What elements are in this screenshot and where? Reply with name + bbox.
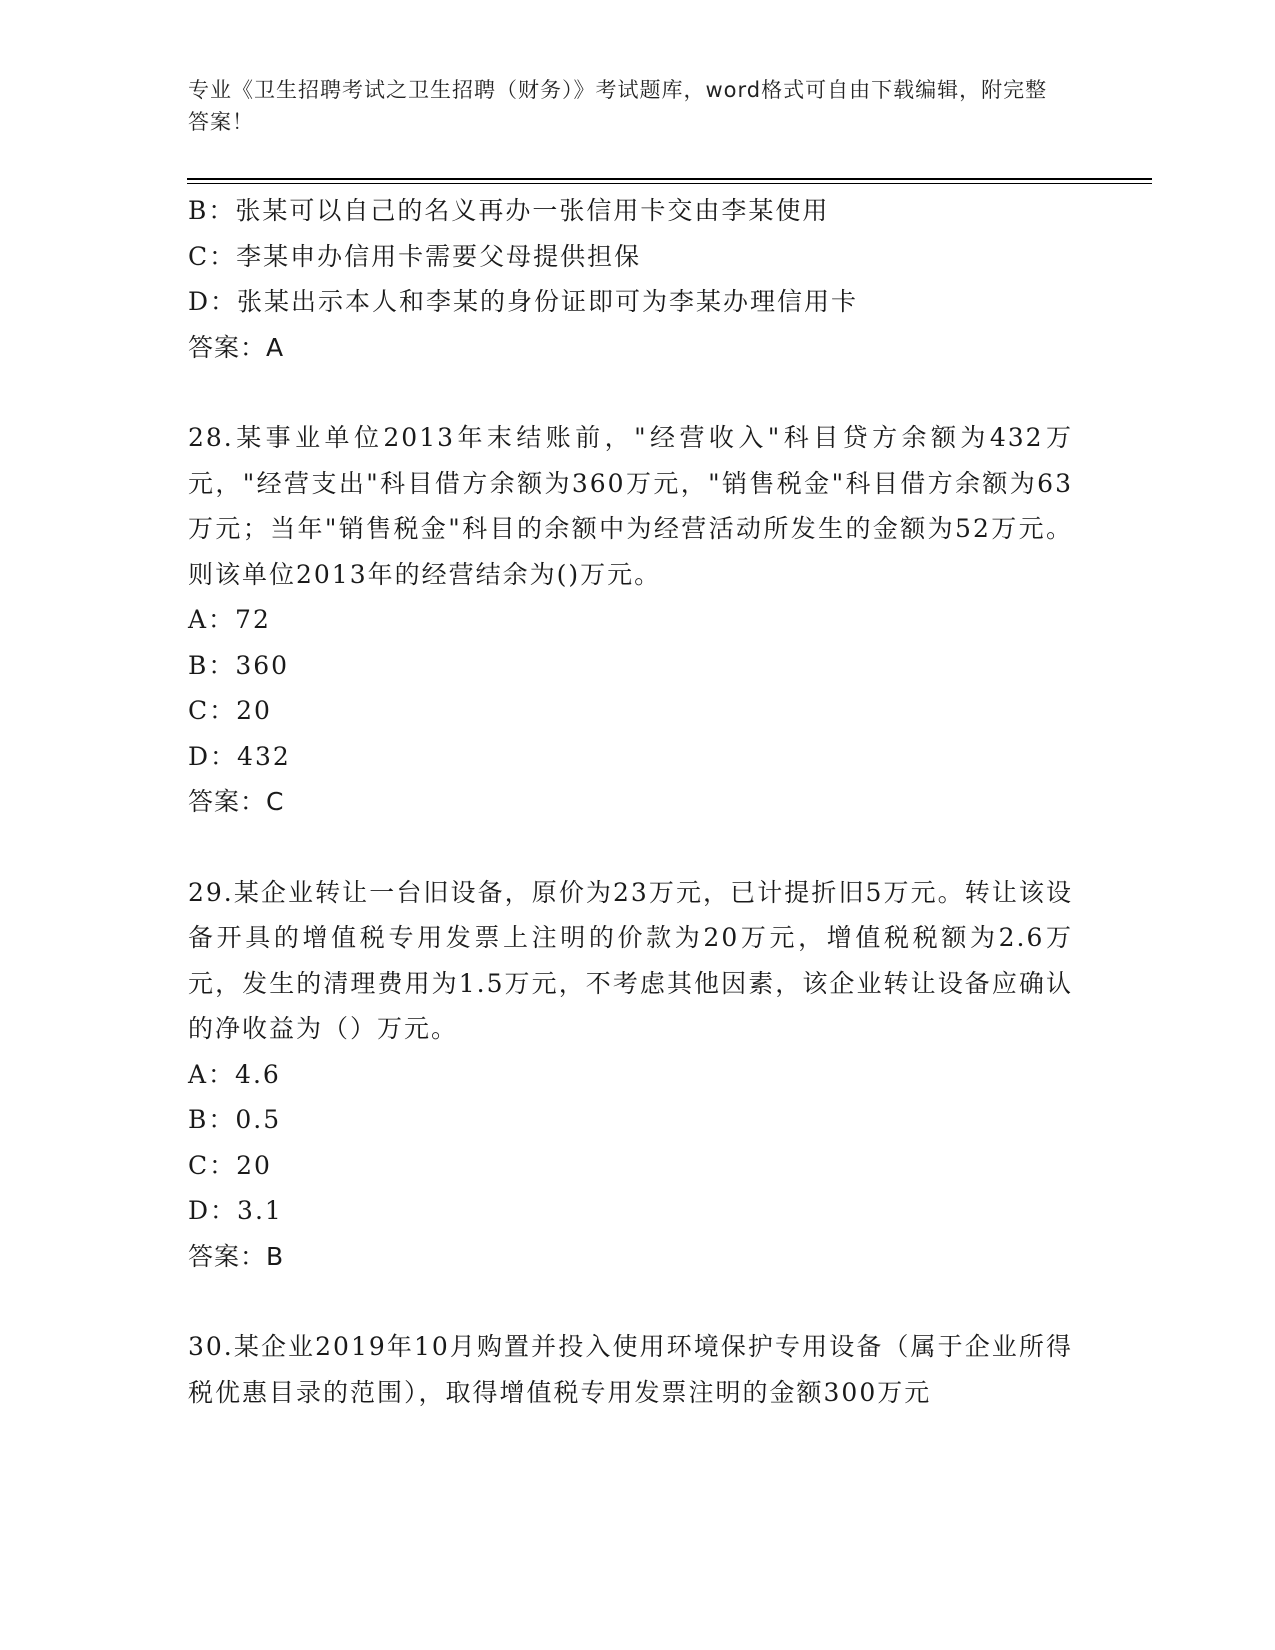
question-spacer (188, 1279, 1073, 1324)
question-30 (188, 1324, 1073, 1415)
question-stem: 29.某企业转让一台旧设备，原价为23万元，已计提折旧5万元。转让该设备开具的增值税专用发票上注明的价款为20万元，增值税税额为2.6万元，发生的清理费用为1.5万元，不考虑其他因素，该企业转让设备应确认的净收益为（）万元。 (188, 877, 1073, 1043)
question-content (188, 188, 1073, 1415)
question-27-tail (188, 188, 1073, 370)
option-d: D：张某出示本人和李某的身份证即可为李某办理信用卡 (188, 287, 859, 316)
document-header: 专业《卫生招聘考试之卫生招聘（财务）》考试题库，word格式可自由下载编辑，附完整答案！ (188, 78, 1048, 134)
option-b: B：360 (188, 650, 290, 680)
answer-text: 答案：C (188, 787, 285, 816)
question-stem: 30.某企业2019年10月购置并投入使用环境保护专用设备（属于企业所得税优惠目录的范围），取得增值税专用发票注明的金额300万元 (188, 1332, 1073, 1407)
option-a: A：4.6 (188, 1059, 281, 1089)
option-c: C：20 (188, 1150, 272, 1180)
answer-text: 答案：B (188, 1241, 285, 1271)
option-d: D：432 (188, 741, 291, 771)
option-b: B：张某可以自己的名义再办一张信用卡交由李某使用 (188, 196, 830, 225)
option-d: D：3.1 (188, 1196, 283, 1225)
question-29 (188, 870, 1073, 1280)
question-spacer (188, 825, 1073, 870)
option-c: C：20 (188, 696, 272, 725)
answer-text: 答案：A (188, 332, 285, 362)
question-28 (188, 415, 1073, 825)
option-a: A：72 (188, 605, 271, 634)
header-divider-thick (187, 178, 1152, 180)
question-spacer (188, 370, 1073, 415)
option-b: B：0.5 (188, 1105, 282, 1134)
header-divider-thin (187, 183, 1152, 184)
option-c: C：李某申办信用卡需要父母提供担保 (188, 241, 642, 271)
question-stem: 28.某事业单位2013年末结账前，"经营收入"科目贷方余额为432万元，"经营支出"科目借方余额为360万元，"销售税金"科目借方余额为63万元；当年"销售税金"科目的余额中为经营活动所发生的金额为52万元。则该单位2013年的经营结余为()万元。 (188, 423, 1073, 589)
